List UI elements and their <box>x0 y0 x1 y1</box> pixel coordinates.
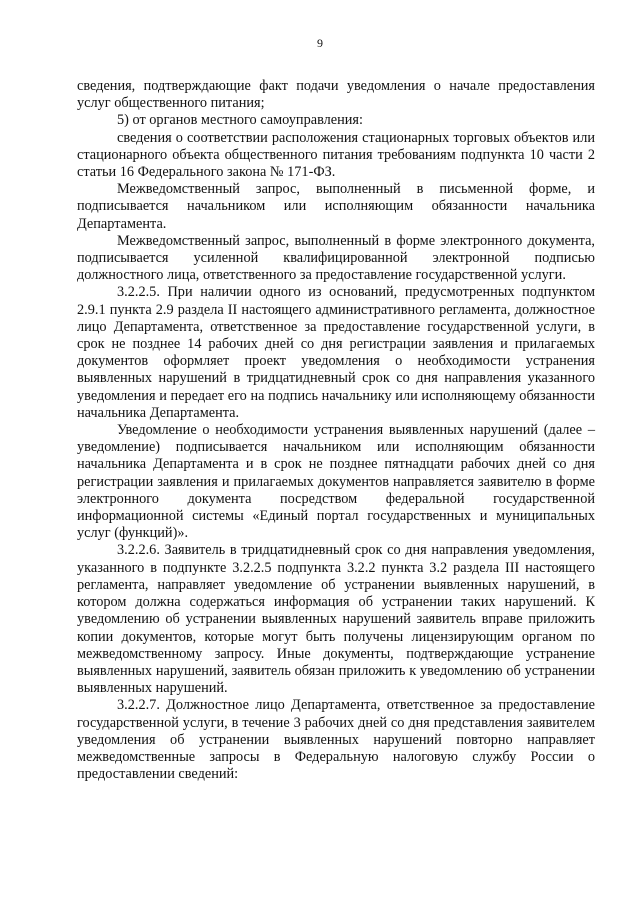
paragraph-4: Межведомственный запрос, выполненный в письменной форме, и подписывается начальником или исполняющим обязанности начальника Департамента. <box>77 181 595 232</box>
page-number: 9 <box>317 36 323 50</box>
paragraph-7: Уведомление о необходимости устранения выявленных нарушений (далее – уведомление) подписывается начальником или исполняющим обязанности начальника Департамента и в срок не позднее пятнадцати рабочих дней со дня регистрации заявления и прилагаемых документов направляется заявителю в форме электронного документа посредством федеральной государственной информационной системы «Единый портал государственных и муниципальных услуг (функций)». <box>77 422 595 542</box>
paragraph-1: сведения, подтверждающие факт подачи уведомления о начале предоставления услуг общественного питания; <box>77 78 595 112</box>
paragraph-3: сведения о соответствии расположения стационарных торговых объектов или стационарного объекта общественного питания требованиям подпункта 10 части 2 статьи 16 Федерального закона № 171-ФЗ. <box>77 129 595 181</box>
document-body <box>77 78 595 783</box>
paragraph-8: 3.2.2.6. Заявитель в тридцатидневный срок со дня направления уведомления, указанного в подпункте 3.2.2.5 подпункта 3.2.2 пункта 3.2 раздела III настоящего регламента, направляет уведомление об устранении выявленных нарушений, в котором должна содержаться информация об устранении таких нарушений. К уведомлению об устранении выявленных нарушений заявитель вправе приложить копии документов, которые могут быть получены лицензирующим органом по межведомственному запросу. Иные документы, подтверждающие устранение выявленных нарушений, заявитель обязан приложить к уведомлению об устранении выявленных нарушений. <box>77 542 595 697</box>
paragraph-6: 3.2.2.5. При наличии одного из оснований, предусмотренных подпунктом 2.9.1 пункта 2.9 раздела II настоящего административного регламента, должностное лицо Департамента, ответственное за предоставление государственной услуги, в срок не позднее 14 рабочих дней со дня регистрации заявления и прилагаемых документов оформляет проект уведомления о необходимости устранения выявленных нарушений в тридцатидневный срок со дня направления указанного уведомления и передает его на подпись начальнику или исполняющему обязанности начальника Департамента. <box>77 284 595 421</box>
paragraph-9: 3.2.2.7. Должностное лицо Департамента, ответственное за предоставление государственной услуги, в течение 3 рабочих дней со дня представления заявителем уведомления об устранении выявленных нарушений повторно направляет межведомственные запросы в Федеральную налоговую службу России о предоставлении сведений: <box>77 697 595 783</box>
paragraph-5: Межведомственный запрос, выполненный в форме электронного документа, подписывается усиленной квалифицированной электронной подписью должностного лица, ответственного за предоставление государственной услуги. <box>77 232 595 284</box>
paragraph-2: 5) от органов местного самоуправления: <box>117 112 363 129</box>
